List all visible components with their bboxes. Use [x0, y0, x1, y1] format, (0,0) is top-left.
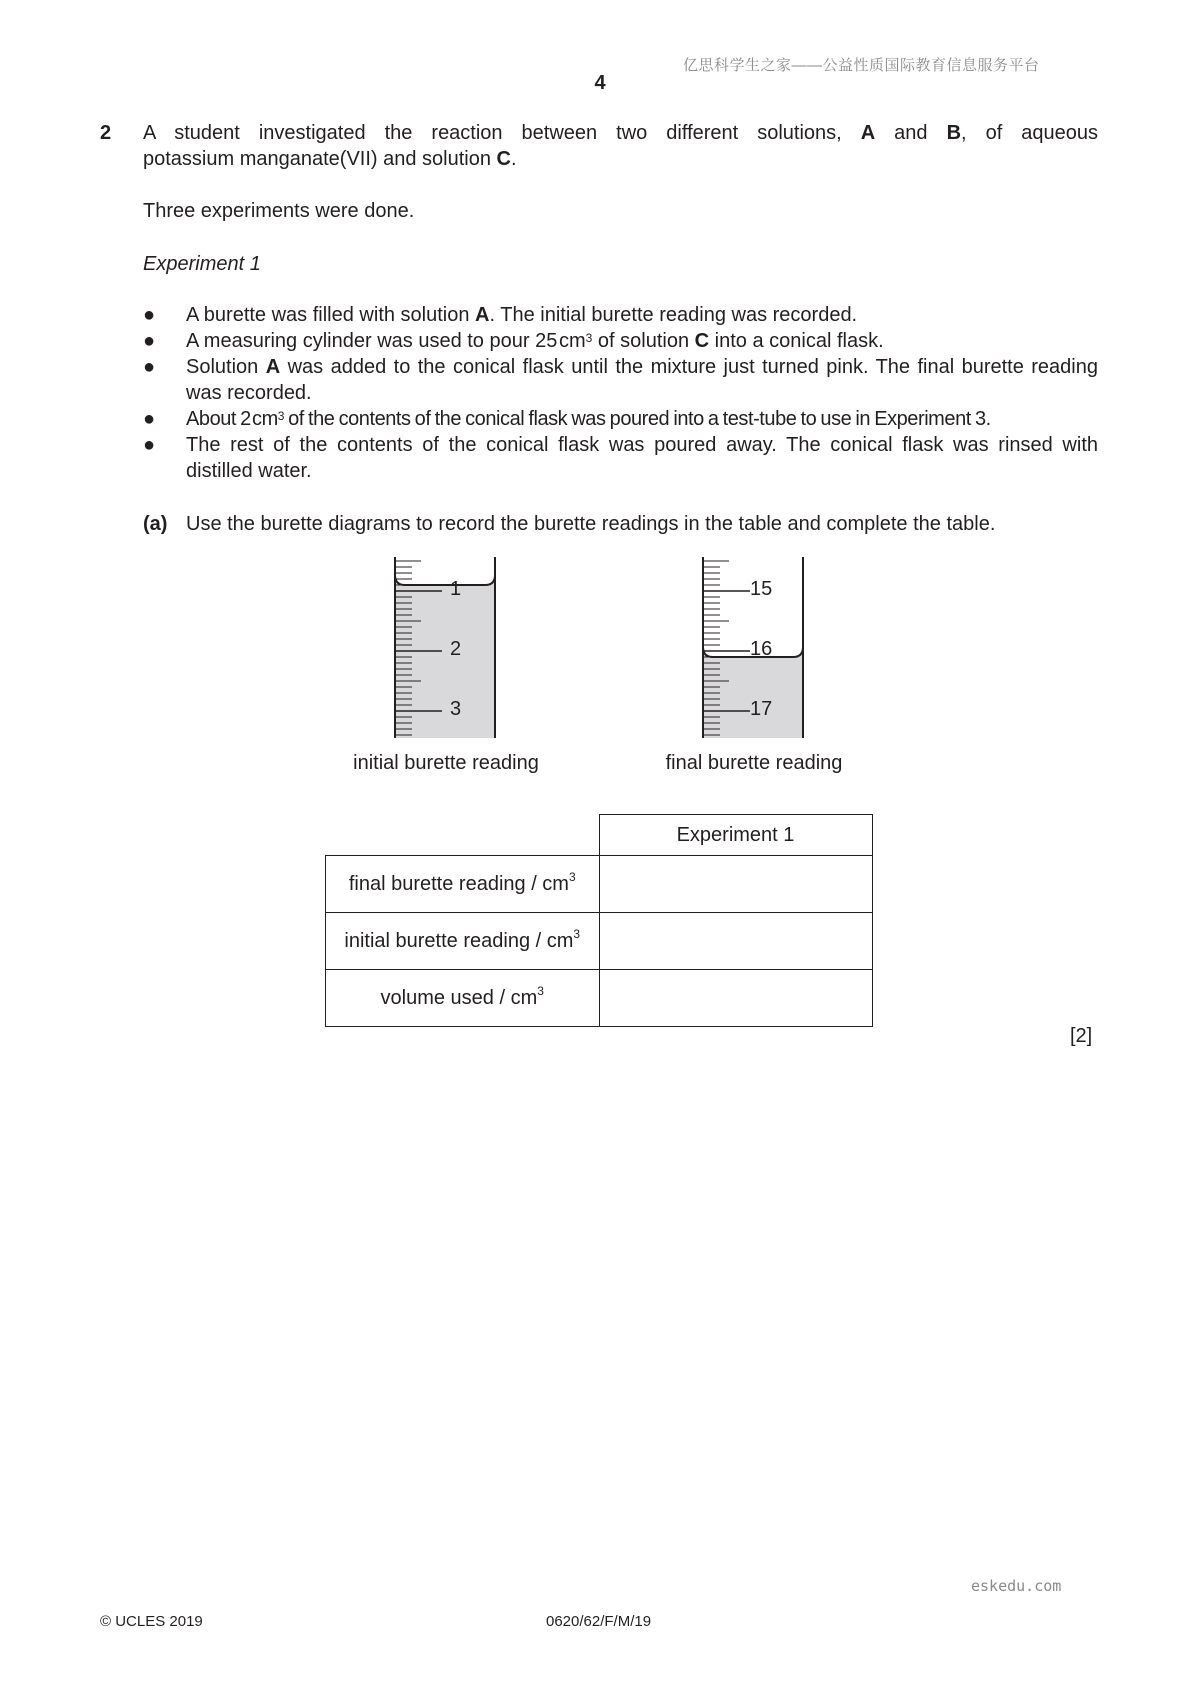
burette-liquid	[704, 651, 802, 738]
list-item	[143, 406, 1098, 432]
list-item	[143, 302, 1098, 328]
step-text: About 2 $cm^3$ of the contents of the conical flask was poured into a test-tube to use in Experiment 3.	[186, 408, 991, 430]
part-a-instruction: Use the burette diagrams to record the burette readings in the table and complete the table.	[186, 513, 996, 535]
list-item	[143, 432, 1098, 484]
bullet-icon: ●	[143, 356, 156, 378]
final-burette-diagram	[688, 555, 828, 740]
answer-cell-final[interactable]	[599, 856, 872, 913]
paper-code: 0620/62/F/M/19	[546, 1613, 652, 1630]
footer-watermark: eskedu.com	[971, 1577, 1062, 1595]
row-label: initial burette reading / $cm^3$	[326, 913, 600, 970]
part-a-label: (a)	[143, 513, 168, 535]
scale-label: 16	[750, 638, 773, 660]
table-row	[326, 856, 873, 913]
list-item	[143, 354, 1098, 406]
copyright: © UCLES 2019	[100, 1613, 203, 1630]
bullet-icon: ●	[143, 304, 156, 326]
list-item	[143, 328, 1098, 354]
question-number: 2	[100, 122, 112, 144]
bullet-icon: ●	[143, 330, 156, 352]
initial-burette-caption: initial burette reading	[353, 752, 539, 774]
experiment-heading: Experiment 1	[143, 253, 261, 275]
step-text: The rest of the contents of the conical flask was poured away. The conical flask was rinsed with distilled water.	[186, 434, 1098, 482]
column-header-experiment-1: Experiment 1	[599, 815, 872, 856]
answer-cell-volume[interactable]	[599, 970, 872, 1027]
scale-label: 17	[750, 698, 773, 720]
row-label: volume used / $cm^3$	[326, 970, 600, 1027]
meniscus	[395, 575, 495, 585]
scale-label: 2	[450, 638, 462, 660]
scale-label: 15	[750, 578, 773, 600]
row-label: final burette reading / $cm^3$	[326, 856, 600, 913]
step-text: A burette was filled with solution A. The initial burette reading was recorded.	[186, 304, 858, 326]
three-experiments-text: Three experiments were done.	[143, 200, 415, 222]
scale-label: 1	[450, 578, 462, 600]
marks-allocation: [2]	[1070, 1025, 1093, 1047]
bullet-icon: ●	[143, 408, 156, 430]
question-intro	[143, 120, 1098, 172]
table-row	[326, 970, 873, 1027]
final-burette-caption: final burette reading	[665, 752, 843, 774]
step-text: Solution A was added to the conical flask until the mixture just turned pink. The final burette reading was recorded.	[186, 356, 1098, 404]
bullet-icon: ●	[143, 434, 156, 456]
intro-line-2: potassium manganate(VII) and solution C.	[143, 148, 517, 170]
page-number: 4	[594, 72, 606, 94]
step-text: A measuring cylinder was used to pour 25 $cm^3$ of solution C into a conical flask.	[186, 330, 884, 352]
answer-cell-initial[interactable]	[599, 913, 872, 970]
table-row	[326, 913, 873, 970]
initial-burette-diagram	[380, 555, 520, 740]
intro-line-1: A student investigated the reaction between two different solutions, A and B, of aqueous	[143, 122, 1099, 144]
header-watermark: 亿思科学生之家——公益性质国际教育信息服务平台	[683, 57, 1040, 74]
results-table	[325, 814, 873, 1027]
scale-label: 3	[450, 698, 462, 720]
table-corner	[326, 815, 600, 856]
experiment-steps-list	[143, 302, 1098, 484]
